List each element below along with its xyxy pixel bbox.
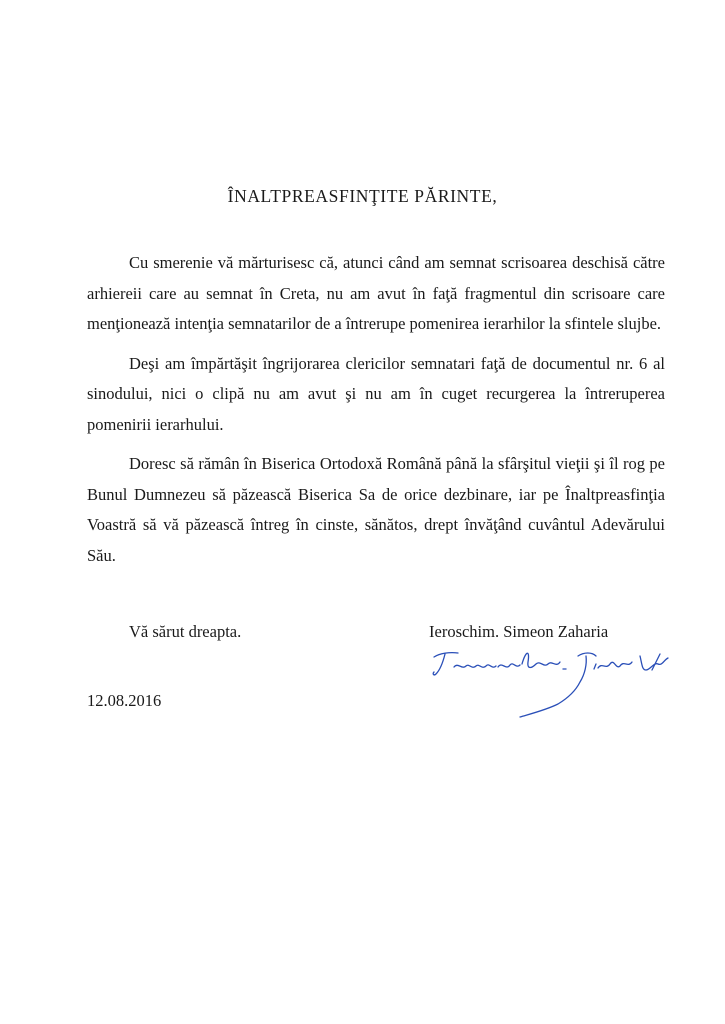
letter-date: 12.08.2016 bbox=[87, 691, 162, 710]
handwritten-signature bbox=[428, 640, 678, 720]
letter-body bbox=[87, 248, 665, 580]
paragraph-1: Cu smerenie vă mărturisesc că, atunci când am semnat scrisoarea deschisă către arhiereii care au semnat în Creta, nu am avut în faţă fragmentul din scrisoare care menţionează intenţia semnatarilor de a întrerupe pomenirea ierarhilor la sfintele slujbe. bbox=[87, 253, 665, 333]
paragraph-3: Doresc să rămân în Biserica Ortodoxă Română până la sfârşitul vieţii şi îl rog pe Bunul Dumnezeu să păzească Biserica Sa de orice dezbinare, iar pe Înaltpreasfinţia Voastră să vă păzească întreg în cinste, sănătos, drept învăţând cuvântul Adevărului Său. bbox=[87, 454, 665, 565]
paragraph-2: Deşi am împărtăşit îngrijorarea clericilor semnatari faţă de documentul nr. 6 al sinodului, nici o clipă nu am avut şi nu am în cuget recurgerea la întreruperea pomenirii ierarhului. bbox=[87, 353, 665, 434]
signer-name: Ieroschim. Simeon Zaharia bbox=[429, 622, 609, 641]
letter-salutation: ÎNALTPREASFINŢITE PĂRINTE, bbox=[227, 186, 498, 206]
closing-line: Vă sărut dreapta. bbox=[129, 622, 242, 641]
